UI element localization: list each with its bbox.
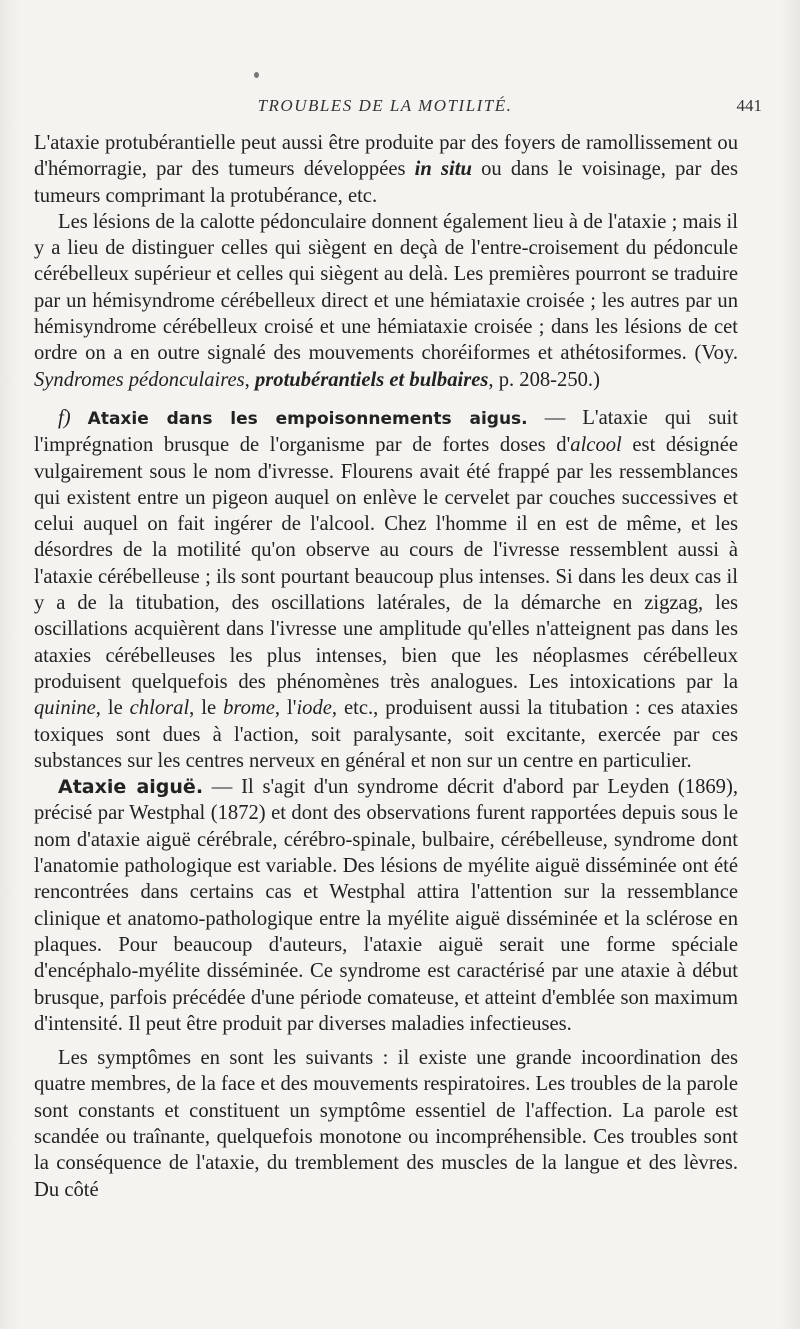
text-run: Les symptômes en sont les suivants : il existe une grande incoordination des quatre membres, de la face et des mouvements respiratoires. Les troubles de la parole sont constants et constituent un symptôme essentiel de l'affection. La parole est scandée ou traînante, quelquefois monotone ou incompréhensible. Ces troubles sont la conséquence de l'ataxie, du tremblement des muscles de la langue et des lèvres. Du côté — [34, 1047, 738, 1201]
text-run: , le — [189, 697, 224, 720]
italic-term: alcool — [570, 434, 622, 457]
paragraph-protuberantial-ataxia — [34, 130, 738, 209]
paragraph-acute-ataxia — [34, 774, 738, 1037]
section-heading: Ataxie aiguë. — [58, 776, 204, 799]
text-run: ou dans le voisinage, par des tumeurs comprimant la protubérance, etc. — [34, 158, 739, 207]
italic-term: iode — [296, 697, 332, 720]
page-header — [0, 96, 800, 126]
text-run: L'ataxie protubérantielle peut aussi être produite par des foyers de ramollissement ou d'hémorragie, par des tumeurs développées — [34, 132, 738, 181]
italic-term: chloral — [129, 697, 190, 720]
text-run: est désignée vulgairement sous le nom d'ivresse. Flourens avait été frappé par les ressemblances qui existent entre un pigeon auquel on enlève le cervelet par couches successives et celui auquel on fait ingérer de l'alcool. Chez l'homme il en est de même, et les désordres de la motilité qu'on observe au cours de l'ivresse ressemblent aussi à l'ataxie cérébelleuse ; ils sont pourtant beaucoup plus intenses. Si dans les deux cas il y a de la titubation, des oscillations latérales, de la démarche en zigzag, les oscillations acquièrent dans l'ivresse une amplitude qu'elles n'atteignent pas dans les ataxies cérébelleuses les plus intenses, bien que les néoplasmes cérébelleux produisent quelquefois des phénomènes très analogues. Les intoxications par la — [34, 434, 738, 693]
text-run: — Il s'agit d'un syndrome décrit d'abord par Leyden (1869), précisé par Westphal (1872) et dont des observations furent rapportées depuis sous le nom d'ataxie aiguë cérébrale, cérébro-spinale, bulbaire, cérébelleuse, syndrome dont l'anatomie pathologique est variable. Des lésions de myélite aiguë disséminée ont été rencontrées dans certains cas et Westphal attira l'attention sur la ressemblance clinique et anatomo-pathologique entre la myélite aiguë disséminée et la sclérose en plaques. Pour beaucoup d'auteurs, l'ataxie aiguë serait une forme spéciale d'encéphalo-myélite disséminée. Ce syndrome est caractérisé par une ataxie à début brusque, parfois précédée d'une période comateuse, et atteint d'emblée son maximum d'intensité. Il peut être produit par diverses maladies infectieuses. — [34, 776, 738, 1035]
running-title: TROUBLES DE LA MOTILITÉ. — [257, 96, 513, 115]
text-run: , le — [95, 697, 130, 720]
paragraph-acute-poisoning — [34, 405, 738, 774]
section-marker: f) — [58, 406, 71, 429]
text-run: — L'ataxie qui suit l'imprégnation brusque de l'organisme par de fortes doses d' — [34, 406, 739, 457]
ink-dot — [254, 72, 259, 78]
section-heading: Ataxie dans les empoisonnements aigus. — [87, 408, 528, 429]
text-run: , — [244, 368, 255, 391]
italic-term: quinine — [34, 697, 96, 720]
italic-term: brome — [223, 697, 275, 720]
italic-term: in situ — [414, 158, 472, 181]
text-run: , etc., produisent aussi la titubation : ces ataxies toxiques sont dues à l'action, soit paralysante, soit excitante, exercée par ces substances sur les centres nerveux en général et non sur un centre en particulier. — [34, 697, 738, 772]
text-run: , l' — [274, 697, 297, 720]
text-run: , p. 208-250.) — [488, 368, 600, 391]
text-run: Les lésions de la calotte pédonculaire donnent également lieu à de l'ataxie ; mais il y a lieu de distinguer celles qui siègent en deçà de l'entre-croisement du pédoncule cérébelleux supérieur et celles qui siègent au delà. Les premières pourront se traduire par un hémisyndrome cérébelleux direct et une hémiataxie croisée ; les autres par un hémisyndrome cérébelleux croisé et une hémiataxie croisée ; dans les lésions de cet ordre on a en outre signalé des mouvements choréiformes et athétosiformes. (Voy. — [34, 210, 738, 365]
body-text — [34, 130, 738, 1203]
paragraph-symptoms — [34, 1045, 738, 1203]
italic-reference: Syndromes pédonculaires — [34, 368, 245, 391]
paragraph-peduncular-lesions — [34, 209, 738, 393]
page-number: 441 — [736, 96, 762, 115]
italic-reference: protubérantiels et bulbaires — [254, 368, 489, 391]
